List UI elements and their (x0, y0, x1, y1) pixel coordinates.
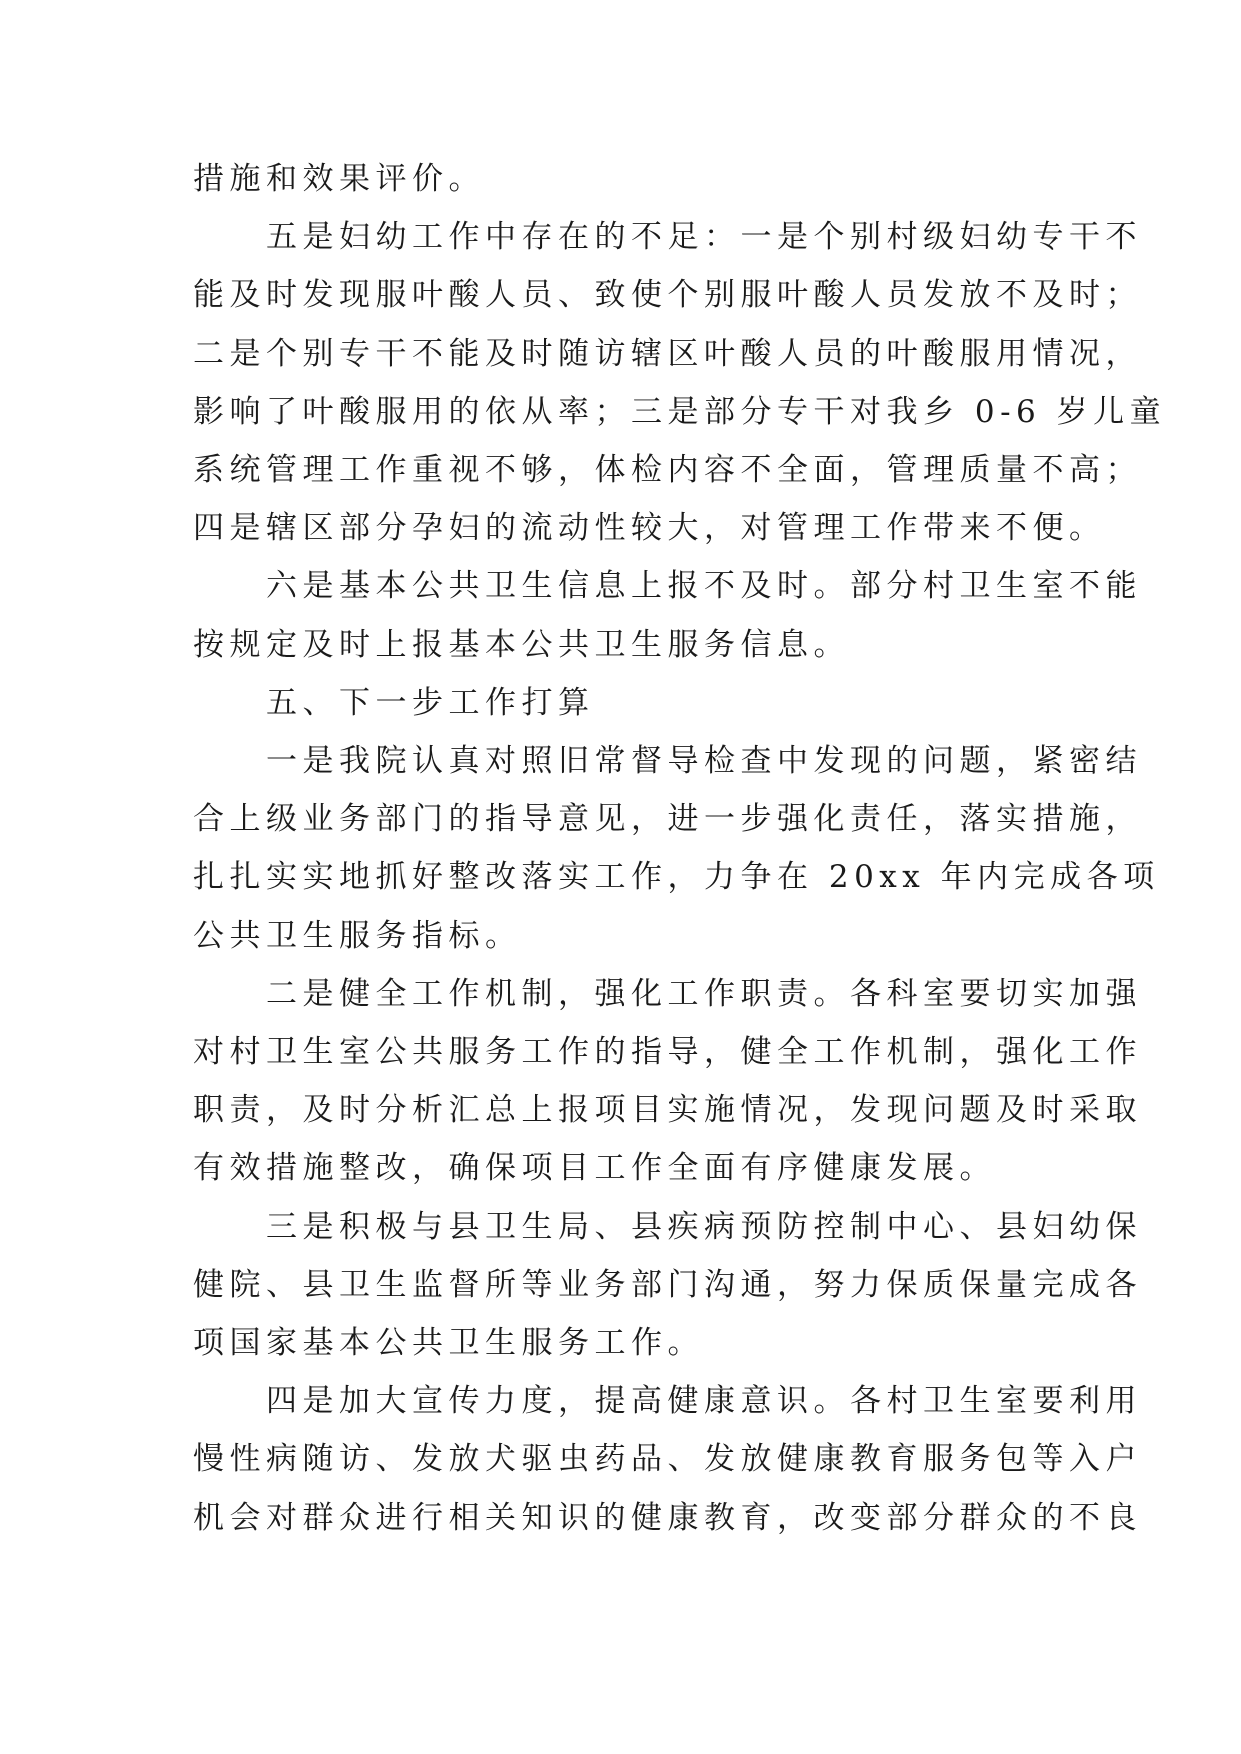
text-line: 健院、县卫生监督所等业务部门沟通，努力保质保量完成各 (193, 1266, 1142, 1303)
text-line: 项国家基本公共卫生服务工作。 (193, 1325, 704, 1362)
text-line: 二是健全工作机制，强化工作职责。各科室要切实加强 (266, 975, 1142, 1012)
paragraph-work-mechanism (193, 965, 1142, 1198)
text-line: 能及时发现服叶酸人员、致使个别服叶酸人员发放不及时； (193, 277, 1142, 314)
paragraph-info-reporting (193, 557, 1142, 673)
text-line: 四是加大宣传力度，提高健康意识。各村卫生室要利用 (266, 1383, 1142, 1420)
text-line: 一是我院认真对照旧常督导检查中发现的问题，紧密结 (266, 743, 1142, 780)
text-line: 四是辖区部分孕妇的流动性较大，对管理工作带来不便。 (193, 510, 1106, 547)
text-line: 合上级业务部门的指导意见，进一步强化责任，落实措施， (193, 801, 1142, 838)
text-line: 系统管理工作重视不够，体检内容不全面，管理质量不高； (193, 452, 1142, 489)
text-line: 慢性病随访、发放犬驱虫药品、发放健康教育服务包等入户 (193, 1441, 1142, 1478)
section-heading-next-steps (193, 674, 1053, 732)
paragraph-measures-evaluation (193, 150, 1053, 208)
text-line: 影响了叶酸服用的依从率；三是部分专干对我乡 0-6 岁儿童 (193, 393, 1167, 430)
text-line: 对村卫生室公共服务工作的指导，健全工作机制，强化工作 (193, 1034, 1142, 1071)
paragraph-communication (193, 1198, 1142, 1373)
text-line: 机会对群众进行相关知识的健康教育，改变部分群众的不良 (193, 1499, 1142, 1536)
text-line: 职责，及时分析汇总上报项目实施情况，发现问题及时采取 (193, 1092, 1142, 1129)
text-line: 扎扎实实地抓好整改落实工作，力争在 20xx 年内完成各项 (193, 859, 1160, 896)
paragraph-maternal-child-shortcomings (193, 208, 1167, 557)
text-line: 六是基本公共卫生信息上报不及时。部分村卫生室不能 (266, 568, 1142, 605)
text-line: 二是个别专干不能及时随访辖区叶酸人员的叶酸服用情况， (193, 335, 1142, 372)
paragraph-rectification (193, 732, 1160, 965)
paragraph-publicity (193, 1372, 1142, 1547)
text-line: 措施和效果评价。 (193, 161, 485, 197)
text-line: 按规定及时上报基本公共卫生服务信息。 (193, 626, 850, 663)
document-body (193, 150, 1167, 1547)
text-line: 有效措施整改，确保项目工作全面有序健康发展。 (193, 1150, 996, 1187)
text-line: 三是积极与县卫生局、县疾病预防控制中心、县妇幼保 (266, 1208, 1142, 1245)
text-line: 五是妇幼工作中存在的不足：一是个别村级妇幼专干不 (266, 219, 1142, 256)
heading-text: 五、下一步工作打算 (266, 684, 595, 721)
text-line: 公共卫生服务指标。 (193, 917, 522, 954)
